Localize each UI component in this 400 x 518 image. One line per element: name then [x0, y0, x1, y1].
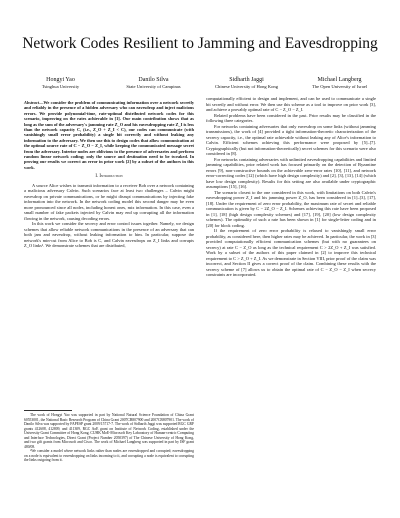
footnote-rule — [24, 410, 72, 411]
body-paragraph: For networks containing adversaries that only eavesdrop on some links (without jamming transmissions), the work of [4] provided a tight information-theoretic characterization of the secrecy capacity, i.e., the optimal rate achievable without leaking any of Alice's information to Calvin. Efficient schemes achieving this performance were proposed by [5]–[7]. Cryptographically (but not information-theoretically) secret schemes for this scenario were also considered in [8]. — [206, 123, 376, 156]
paper-title: Network Codes Resilient to Jamming and Eavesdropping — [22, 35, 378, 52]
abstract — [24, 100, 194, 170]
author-affiliation: State University of Campinas — [126, 84, 181, 89]
author-list — [14, 76, 386, 90]
abstract-text: We consider the problem of communicating information over a network secretly and reliably in the presence of a hidden adversary who can eavesdrop and inject malicious errors. We provide polynomial-time, rate-optimal distributed network codes for this scenario, improving on the rates achievable in [1]. Our main contribution shows that as long as the sum of the adversary's jamming rate Z_O and his eavesdropping rate Z_I is less than the network capacity C, (i.e., Z_O + Z_I < C), our codes can communicate (with vanishingly small error probability) a single bit correctly and without leaking any information to the adversary. We then use this to design codes that allow communication at the optimal source rate of C − Z_O − Z_I, while keeping the communicated message secret from the adversary. Interior nodes are oblivious to the presence of adversaries and perform random linear network coding; only the source and destination need to be tweaked. In proving our results we correct an error in prior work [2] by a subset of the authors in this work. — [24, 100, 194, 170]
model-footnote: ¹We consider a model where network links rather than nodes are eavesdropped and corrupted; eavesdropping on a node is equivalent to eavesdropping on links incoming to it, and corrupting a node is equivalent to corrupting the links outgoing from it. — [24, 449, 194, 463]
author-name: Sidharth Jaggi — [229, 77, 264, 83]
author-block — [107, 76, 200, 90]
intro-paragraph: A source Alice wishes to transmit information to a receiver Bob over a network containing a malicious adversary Calvin. Such scenarios face at least two challenges – Calvin might eavesdrop on private communications, or he might disrupt communications by injecting fake information into the network. In the network coding model this second danger may be even more pronounced since all nodes, including honest ones, mix information. In this case, even a small number of fake packets injected by Calvin may end up corrupting all the information flowing in the network, causing decoding errors. — [24, 182, 194, 221]
author-affiliation: Tsinghua University — [41, 84, 80, 89]
body-paragraph: computationally efficient to design and implement, and can be used to communicate a single bit secretly and without error. We then use this scheme as a tool to improve on prior work [3], and achieve a provably optimal rate of C − Z_O − Z_I. — [206, 96, 376, 112]
body-paragraph: Related problems have been considered in the past. Prior results may be classified in the following three categories. — [206, 112, 376, 123]
funding-footnote: The work of Hongyi Yao was supported in part by National Natural Science Foundation of China Grant 60553001, the National Basic Research Program of China Grant 2007CB807900 and 2007CB807901. The work of Danilo Silva was supported by FAPESP grant 2009/15717-7. The work of Sidharth Jaggi was supported RGC GRF grants 412608, 412809, and 411309, RGC AoE grant on Institute of Network Coding, established under the University Grant Committee of Hong Kong, CUHK MoE-Microsoft Key Laboratory of Human-centric Computing and Interface Technologies, Direct Grant (Project Number 2050397) of The Chinese University of Hong Kong, and two gift grants from Microsoft and Cisco. The work of Michael Langberg was supported in part by ISF grant 480/08. — [24, 413, 194, 449]
author-block — [200, 76, 293, 90]
body-paragraph: For networks containing adversaries with unlimited eavesdropping capabilities and limited jamming capabilities, prior related work has focused primarily on the detection of Byzantine errors [9], non-constructive bounds on the achievable zero-error rates [10], [11], and network error-correcting codes [12] (which have high design complexity) and [2], [3], [13], [14] (which have low design complexity). Results for this setting are also available under cryptographic assumptions [15], [16]. — [206, 156, 376, 189]
left-column — [24, 100, 194, 249]
author-block — [14, 76, 107, 90]
abstract-lead: Abstract — [24, 100, 39, 105]
section-heading: I. Introduction — [95, 174, 123, 180]
footnotes — [24, 410, 194, 463]
body-paragraph: If the requirement of zero error probability is relaxed to vanishingly small error probability, as considered here, then higher rates may be achieved. In particular, the work in [3] provided computationally efficient communication schemes (but with no guarantees on secrecy) at rate C − Z_O as long as the technical requirement C > 2Z_O + Z_I was satisfied. Work by a subset of the authors of this paper claimed in [2] to improve this technical requirement to C > Z_O + Z_I. As we demonstrate in Section VIII, prior proof of the claim was incorrect, and Section II gives a correct proof of the claim. Combining these results with the secrecy scheme of [7] allows us to obtain the optimal rate of C − Z_O − Z_I when secrecy constraints are incorporated. — [206, 228, 376, 277]
author-name: Hongyi Yao — [46, 77, 75, 83]
right-column — [206, 96, 376, 278]
author-affiliation: Chinese University of Hong Kong — [214, 84, 279, 89]
author-block — [293, 76, 386, 90]
author-name: Michael Langberg — [317, 77, 362, 83]
body-paragraph: The scenario closest to the one considered in this work, with limitations on both Calvin's eavesdropping power Z_I and his jamming power Z_O, has been considered in [1]–[3], [17], [18]. Under the requirement of zero error probability, the maximum rate of secret and reliable communication is given by C − 2Z_O − Z_I. Schemes achieving this rate have been proposed in [1], [18] (high design complexity schemes) and [17], [19], [20] (low design complexity schemes). The optimality of such a rate has been shown in [1] for single-letter coding and in [20] for block coding. — [206, 189, 376, 228]
author-affiliation: The Open University of Israel — [311, 84, 368, 89]
intro-paragraph: In this work we consider the secrecy and error control issues together. Namely, we design schemes that allow reliable network communications in the presence of an adversary that can both jam and eavesdrop, without leaking information to him. In particular, suppose the network's min-cut from Alice to Bob is C, and Calvin eavesdrops on Z_I links and corrupts Z_O links¹. We demonstrate schemes that are distributed, — [24, 221, 194, 249]
author-name: Danilo Silva — [138, 77, 169, 83]
abstract-dash: — — [38, 100, 44, 105]
